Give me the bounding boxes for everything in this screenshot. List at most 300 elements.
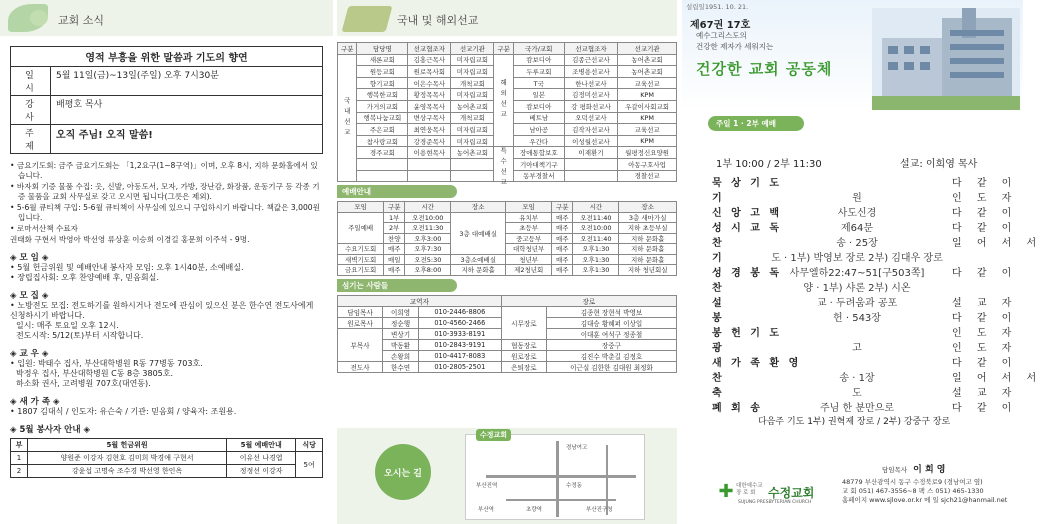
table-row bbox=[338, 254, 677, 265]
mission-header bbox=[337, 0, 677, 36]
order-leader: 다 같 이 bbox=[952, 178, 1018, 189]
table-cell: 강 평화선교사 bbox=[564, 100, 617, 112]
next-week-prayer: 다음주 기도 1부) 권혁제 장로 / 2부) 강중구 장로 bbox=[758, 417, 951, 427]
table-header: 시간 bbox=[405, 202, 451, 213]
church-logo: ✚ 대한예수교 장 로 회 수정교회 SUJUNG PRESBYTERIAN CHURCH bbox=[716, 480, 798, 506]
table-cell: 이근실 김한한 김대원 최정화 bbox=[546, 361, 676, 372]
table-cell bbox=[564, 158, 617, 170]
order-content: 교 · 두려움과 공포 bbox=[816, 298, 898, 309]
table-row bbox=[338, 244, 677, 255]
table-header: 장소 bbox=[451, 202, 506, 213]
order-content: 도 bbox=[852, 388, 862, 399]
table-cell: 매일 bbox=[384, 254, 405, 265]
table-cell: 주은교회 bbox=[357, 124, 408, 136]
table-header: 5월 헌금위원 bbox=[27, 439, 226, 452]
table-header: 담당명 bbox=[357, 43, 408, 55]
table-cell: 1 bbox=[11, 452, 28, 465]
leaf-icon bbox=[30, 10, 48, 26]
table-cell: 5여 bbox=[296, 452, 323, 478]
table-cell: 오후3:00 bbox=[405, 233, 451, 244]
section-heading: ◈ 모 임 ◈ bbox=[10, 253, 49, 263]
table-header: 선교기관 bbox=[618, 43, 677, 55]
table-cell: 정순행 bbox=[383, 317, 419, 328]
order-item: 봉 bbox=[712, 313, 725, 324]
table-cell: 김진수 박춘길 김정호 bbox=[546, 350, 676, 361]
table-cell: 경찰선교 bbox=[618, 170, 677, 182]
table-cell: 김종근선교사 bbox=[564, 54, 617, 66]
order-item: 축 bbox=[712, 388, 725, 399]
order-content: 사도신경 bbox=[837, 208, 877, 219]
section-line: 전도시작: 5/12(토)부터 시작합니다. bbox=[16, 331, 144, 340]
order-content bbox=[762, 354, 952, 368]
table-cell: 2부 bbox=[384, 223, 405, 234]
table-header: 선교협조자 bbox=[408, 43, 451, 55]
table-row bbox=[11, 465, 323, 478]
table-row bbox=[338, 339, 677, 350]
order-item: 성 경 봉 독 bbox=[712, 268, 783, 279]
order-item: 기 bbox=[712, 253, 725, 264]
table-cell: 교육선교 bbox=[618, 77, 677, 89]
map-place: 초량역 bbox=[526, 507, 542, 513]
table-cell bbox=[408, 158, 451, 170]
table-row bbox=[338, 350, 677, 361]
table-cell: 김종현 장현석 박영보 bbox=[546, 306, 676, 317]
table-cell: 향기교회 bbox=[357, 77, 408, 89]
table-cell: 농어촌교회 bbox=[618, 66, 677, 78]
table-cell: 원로목사 bbox=[338, 317, 383, 328]
mission-title: 국내 및 해외선교 bbox=[397, 14, 479, 27]
section-line: 하소화 권사, 고려병원 707호(대연동). bbox=[16, 379, 151, 388]
book-icon bbox=[342, 6, 393, 32]
news-item: • 금요기도회: 금주 금요기도회는 「1,2요구(1~8구역)」이며, 오후 8시, 지하 문화홀에서 있습니다. bbox=[10, 161, 318, 180]
map-place: 부산진구청 bbox=[586, 507, 613, 513]
prayer-value: 오직 주님! 오직 말씀! bbox=[56, 130, 153, 141]
table-row bbox=[338, 54, 677, 66]
table-cell: 미자립교회 bbox=[451, 124, 494, 136]
news-item: • 5-6월 큐티책 구입: 5-6월 큐티책이 사무실에 있으니 구입하시기 바랍니다. 책값은 3,000원입니다. bbox=[10, 203, 320, 222]
table-cell: 청년부 bbox=[506, 254, 552, 265]
table-cell: 유치부 bbox=[506, 212, 552, 223]
order-leader: 인 도 자 bbox=[952, 328, 1018, 339]
table-cell: 우간다 bbox=[513, 135, 564, 147]
order-content: 송 · 25장 bbox=[836, 238, 878, 249]
table-cell: 오후7:30 bbox=[405, 244, 451, 255]
table-cell: 원등교회 bbox=[357, 66, 408, 78]
table-cell bbox=[357, 158, 408, 170]
church-marker: 수정교회 bbox=[476, 429, 511, 441]
table-cell: 일본 bbox=[513, 89, 564, 101]
order-content bbox=[762, 324, 952, 338]
order-leader: 인 도 자 bbox=[952, 193, 1018, 204]
order-item: 성 시 교 독 bbox=[712, 223, 783, 234]
table-row bbox=[338, 223, 677, 234]
table-cell: 지하 문화홀 bbox=[451, 265, 506, 276]
table-cell: 농어촌교회 bbox=[451, 100, 494, 112]
table-cell: 손왕희 bbox=[383, 350, 419, 361]
table-cell: 협동장로 bbox=[501, 339, 546, 350]
worship-order-row bbox=[712, 249, 1012, 263]
staff-band bbox=[337, 279, 457, 292]
news-item: 권태화 구현서 박영아 박선영 류상훈 이승희 이경길 홍문희 이주석 - 9명. bbox=[10, 235, 250, 244]
table-cell: 동부경찰서 bbox=[513, 170, 564, 182]
order-item: 묵 상 기 도 bbox=[712, 178, 783, 189]
table-cell: 참사랑교회 bbox=[357, 135, 408, 147]
table-cell: 장중구 bbox=[546, 339, 676, 350]
order-leader: 다 같 이 bbox=[952, 313, 1018, 324]
table-cell: 3층소예배실 bbox=[451, 254, 506, 265]
order-content: 제64문 bbox=[840, 223, 874, 234]
table-header: 구분 bbox=[384, 202, 405, 213]
table-cell: 우갈이사회교회 bbox=[618, 100, 677, 112]
table-cell: 오덕선교사 bbox=[564, 112, 617, 124]
table-header: 장로 bbox=[501, 295, 676, 306]
established-date: 설립일1951. 10. 21. bbox=[686, 3, 749, 11]
table-cell bbox=[564, 170, 617, 182]
worship-order-row bbox=[712, 189, 1018, 204]
table-cell: 매주 bbox=[552, 265, 573, 276]
worship-band bbox=[337, 185, 457, 198]
table-cell: 010-2805-2501 bbox=[418, 361, 501, 372]
map-place: 수정동 bbox=[566, 483, 582, 489]
table-cell: 가거의교회 bbox=[357, 100, 408, 112]
table-cell: 강경준목사 bbox=[408, 135, 451, 147]
table-cell: KPM bbox=[618, 89, 677, 101]
recruit-section bbox=[10, 291, 323, 341]
order-leader: 다 같 이 bbox=[952, 268, 1018, 279]
slogan-line: 예수그리스도의 bbox=[696, 31, 747, 40]
table-cell: 은퇴장로 bbox=[501, 361, 546, 372]
contact-info bbox=[842, 478, 1007, 505]
order-content: 양 · 1부) 샤론 2부) 시온 bbox=[803, 283, 911, 294]
table-header: 국가/교회 bbox=[513, 43, 564, 55]
order-item: 새 가 족 환 영 bbox=[712, 358, 802, 369]
table-cell: 베트남 bbox=[513, 112, 564, 124]
prayer-label: 일 시 bbox=[11, 67, 51, 95]
table-cell: 010-3933-8191 bbox=[418, 328, 501, 339]
table-cell: 부목사 bbox=[338, 328, 383, 361]
table-cell: 매주 bbox=[552, 254, 573, 265]
table-cell: 이유선 나경엽 bbox=[227, 452, 296, 465]
table-header: 5월 예배안내 bbox=[227, 439, 296, 452]
table-cell: 오후1:30 bbox=[573, 244, 619, 255]
table-cell: 이용현목사 bbox=[408, 147, 451, 159]
map bbox=[465, 431, 645, 520]
table-cell: 이성월선교사 bbox=[564, 135, 617, 147]
table-cell: 010-4417-8083 bbox=[418, 350, 501, 361]
mission-column bbox=[337, 0, 677, 524]
table-cell: 경주교회 bbox=[357, 147, 408, 159]
prayer-value: 5월 11일(금)~13일(주일) 오후 7시30분 bbox=[56, 71, 219, 81]
table-cell: 김대승 황혜퍼 이상일 bbox=[546, 317, 676, 328]
table-header: 부 bbox=[11, 439, 28, 452]
order-item: 기 bbox=[712, 193, 725, 204]
table-cell: 박동환 bbox=[383, 339, 419, 350]
table-header: 시간 bbox=[573, 202, 619, 213]
table-cell: 원로목사회 bbox=[408, 66, 451, 78]
table-cell: 대학청년부 bbox=[506, 244, 552, 255]
church-building-image bbox=[872, 8, 1020, 110]
table-cell: 이은수목사 bbox=[408, 77, 451, 89]
table-cell: 010-2843-9191 bbox=[418, 339, 501, 350]
table-cell: 새론교회 bbox=[357, 54, 408, 66]
worship-order-row bbox=[712, 369, 1042, 384]
table-cell bbox=[357, 170, 408, 182]
table-cell: 김홍근목사 bbox=[408, 54, 451, 66]
table-cell: 지하 문화홀 bbox=[619, 244, 677, 255]
table-header: 장소 bbox=[619, 202, 677, 213]
band-label: 주일 1 · 2부 예배 bbox=[716, 119, 776, 128]
volunteer-table bbox=[10, 438, 323, 478]
table-cell: 장애통합보호 bbox=[513, 147, 564, 159]
map-section bbox=[337, 428, 677, 524]
table-cell: 아동구호사업 bbox=[618, 158, 677, 170]
table-cell: 황정목목사 bbox=[408, 89, 451, 101]
overseas-label: 해외선교 bbox=[494, 54, 513, 147]
table-cell: T국 bbox=[513, 77, 564, 89]
website: 홈페이지 www.sjlove.or.kr 메 일 sjch21@hanmail.net bbox=[842, 496, 1008, 504]
band-label: 섬기는 사람들 bbox=[342, 280, 389, 290]
table-cell: 농어촌교회 bbox=[618, 54, 677, 66]
table-cell: 찬양 bbox=[384, 233, 405, 244]
table-cell: 담임목사 bbox=[338, 306, 383, 317]
table-cell: 지하 문화홀 bbox=[619, 254, 677, 265]
table-cell: 미자립교회 bbox=[451, 135, 494, 147]
table-row bbox=[338, 361, 677, 372]
order-content: 송 · 1장 bbox=[839, 373, 875, 384]
section-line: • 5월 헌금위원 및 예배안내 봉사자 모임: 오후 1시40분, 소예배실. bbox=[10, 263, 244, 272]
worship-order-row bbox=[712, 339, 1018, 354]
order-item: 신 앙 고 백 bbox=[712, 208, 783, 219]
order-leader: 다 같 이 bbox=[952, 403, 1018, 414]
table-cell: 미자립교회 bbox=[451, 54, 494, 66]
table-cell: 미자립교회 bbox=[451, 66, 494, 78]
order-content bbox=[762, 174, 952, 188]
pastor-name: 담임목사 이 희 영 bbox=[882, 465, 946, 475]
table-cell: 변상구목사 bbox=[408, 112, 451, 124]
volume-number: 제67권 17호 bbox=[690, 20, 751, 31]
table-header: 선교협조자 bbox=[564, 43, 617, 55]
table-cell: 남아공 bbox=[513, 124, 564, 136]
table-cell: 최연웅목사 bbox=[408, 124, 451, 136]
table-header: 구분 bbox=[552, 202, 573, 213]
order-leader: 설 교 자 bbox=[952, 388, 1018, 399]
worship-order-row bbox=[712, 384, 1018, 399]
worship-order-row bbox=[712, 279, 1012, 293]
worship-table bbox=[337, 201, 677, 276]
church-news-column bbox=[0, 0, 333, 524]
table-cell: 3층 대예배실 bbox=[451, 212, 506, 254]
order-item: 광 bbox=[712, 343, 725, 354]
domestic-label: 국내선교 bbox=[338, 54, 357, 182]
section-line: • 입원: 박태수 집사, 부산대학병원 R동 77병동 703호. bbox=[10, 359, 203, 368]
order-content: 도 · 1부) 박영보 장로 2부) 김대우 장로 bbox=[771, 253, 943, 264]
table-cell: 양원준 이강자 김현호 김미희 박경애 구현서 bbox=[27, 452, 226, 465]
table-cell: 매주 bbox=[552, 244, 573, 255]
table-cell bbox=[451, 170, 494, 182]
directions-label: 오시는 길 bbox=[375, 444, 431, 500]
preacher: 설교: 이희영 목사 bbox=[900, 159, 978, 170]
special-label: 특수선교 bbox=[494, 147, 513, 182]
worship-order-row bbox=[712, 309, 1018, 324]
table-cell: 오전10:00 bbox=[405, 212, 451, 223]
bulletin-cover-column bbox=[682, 0, 1042, 524]
table-cell: 제2청년회 bbox=[506, 265, 552, 276]
table-cell: 전도사 bbox=[338, 361, 383, 372]
order-leader bbox=[952, 279, 1012, 293]
table-header: 모임 bbox=[338, 202, 384, 213]
table-cell: 중고등부 bbox=[506, 233, 552, 244]
service-times: 1부 10:00 / 2부 11:30 bbox=[716, 159, 822, 170]
map-place: 경남여고 bbox=[566, 445, 588, 451]
table-cell: 강윤섭 고명숙 조수경 박선영 한인옥 bbox=[27, 465, 226, 478]
table-cell: 010-2446-8806 bbox=[418, 306, 501, 317]
table-cell: 오전11:30 bbox=[405, 223, 451, 234]
table-cell: 원로장로 bbox=[501, 350, 546, 361]
members-section bbox=[10, 349, 323, 389]
order-content: 원 bbox=[852, 193, 862, 204]
table-cell: 캄보디아 bbox=[513, 54, 564, 66]
table-cell: 매주 bbox=[552, 223, 573, 234]
address: 48779 부산광역시 동구 수정북로9 (경남여고 옆) bbox=[842, 478, 983, 486]
news-header bbox=[0, 0, 333, 36]
table-cell: 1부 bbox=[384, 212, 405, 223]
order-leader: 다 같 이 bbox=[952, 223, 1018, 234]
order-leader: 다 같 이 bbox=[952, 208, 1018, 219]
table-cell: 미자립교회 bbox=[451, 89, 494, 101]
table-cell: 매주 bbox=[552, 233, 573, 244]
table-cell: 한나선교사 bbox=[564, 77, 617, 89]
cross-icon: ✚ bbox=[718, 481, 734, 502]
table-header: 모임 bbox=[506, 202, 552, 213]
worship-order-row bbox=[712, 219, 1018, 234]
volunteer-section bbox=[10, 425, 323, 478]
section-line: • 장립집사회: 오후 찬양예배 후, 믿음회실. bbox=[10, 273, 159, 282]
section-line: 박정우 집사, 부산대학병원 C동 8층 3805호. bbox=[16, 369, 174, 378]
worship-order-row bbox=[712, 324, 1018, 339]
service-band bbox=[708, 116, 804, 131]
newcomer-section bbox=[10, 397, 323, 417]
section-heading: ◈ 5월 봉사자 안내 ◈ bbox=[10, 425, 91, 435]
table-row bbox=[338, 233, 677, 244]
order-leader: 설 교 자 bbox=[952, 298, 1018, 309]
table-cell: 정정선 이강자 bbox=[227, 465, 296, 478]
table-cell: 오전5:30 bbox=[405, 254, 451, 265]
section-heading: ◈ 모 집 ◈ bbox=[10, 291, 49, 301]
order-item: 설 bbox=[712, 298, 725, 309]
worship-order-row bbox=[712, 294, 1018, 309]
section-heading: ◈ 교 우 ◈ bbox=[10, 349, 49, 359]
table-cell: 개척교회 bbox=[451, 112, 494, 124]
table-cell: 두루교회 bbox=[513, 66, 564, 78]
table-cell bbox=[408, 170, 451, 182]
map-place: 부산진역 bbox=[476, 483, 498, 489]
table-cell: 이대훈 여석구 정종철 bbox=[546, 328, 676, 339]
worship-order-row bbox=[712, 399, 1018, 414]
table-cell: 기아대책기구 bbox=[513, 158, 564, 170]
table-cell: 변상기 bbox=[383, 328, 419, 339]
table-cell: 매주 bbox=[552, 212, 573, 223]
table-cell: 윤영목목사 bbox=[408, 100, 451, 112]
mission-table bbox=[337, 42, 677, 190]
worship-order-row bbox=[712, 264, 1018, 279]
table-cell: 오후1:30 bbox=[573, 254, 619, 265]
order-content: 사무엘하22:47~51[구503쪽] bbox=[789, 268, 925, 279]
table-row bbox=[338, 212, 677, 223]
order-content: 헌 · 543장 bbox=[833, 313, 881, 324]
prayer-value: 배평호 목사 bbox=[56, 100, 103, 110]
table-row bbox=[338, 147, 677, 159]
slogan-line: 건강한 제자가 세워지는 bbox=[696, 42, 774, 51]
table-cell: 월평정신요양원 bbox=[618, 147, 677, 159]
table-cell: 초등부 bbox=[506, 223, 552, 234]
table-cell: 2 bbox=[11, 465, 28, 478]
section-line: • 노방전도 모집: 전도하기를 원하시거나 전도에 관심이 있으신 분은 한수연 전도사에게 신청하시기 바랍니다. bbox=[10, 301, 314, 320]
table-cell: 김작자선교사 bbox=[564, 124, 617, 136]
table-cell: 한수연 bbox=[383, 361, 419, 372]
table-cell: 수요기도회 bbox=[338, 244, 384, 255]
table-row bbox=[11, 452, 323, 465]
prayer-event-title: 영적 부흥을 위한 말씀과 기도의 향연 bbox=[11, 47, 322, 67]
map-place: 부산역 bbox=[478, 507, 494, 513]
worship-order-row bbox=[712, 204, 1018, 219]
table-cell: KPM bbox=[618, 135, 677, 147]
section-line: 일시: 매주 토요일 오후 12시. bbox=[16, 321, 119, 330]
table-cell: 주일예배 bbox=[338, 212, 384, 244]
table-cell: 매주 bbox=[384, 265, 405, 276]
table-cell: 오전10:00 bbox=[573, 223, 619, 234]
table-cell: 금요기도회 bbox=[338, 265, 384, 276]
order-leader: 다 같 이 bbox=[952, 358, 1018, 369]
table-header: 구분 bbox=[338, 43, 357, 55]
table-cell: 오전11:40 bbox=[573, 212, 619, 223]
table-cell: 3층 새마가실 bbox=[619, 212, 677, 223]
order-leader: 일 어 서 서 bbox=[952, 238, 1042, 249]
meeting-section bbox=[10, 253, 323, 283]
order-content: 주님 한 분만으로 bbox=[820, 403, 894, 414]
order-leader bbox=[952, 249, 1012, 263]
staff-table bbox=[337, 295, 677, 373]
table-cell: 개척교회 bbox=[451, 77, 494, 89]
news-item: • 바자회 기증 물품 수집: 옷, 신발, 아동도서, 모자, 가방, 장난감, 화장품, 운동기구 등 각종 기증 물품을 교회 사무실로 갖고 오시면 됩니다(그릇은 제외). bbox=[10, 182, 320, 201]
order-content: 고 bbox=[852, 343, 862, 354]
worship-order-row bbox=[712, 234, 1042, 249]
table-cell: 이재환기 bbox=[564, 147, 617, 159]
order-item: 폐 회 송 bbox=[712, 403, 763, 414]
table-cell: 시무장로 bbox=[501, 306, 546, 339]
slogan-title: 건강한 교회 공동체 bbox=[696, 60, 833, 78]
table-cell: 오전11:40 bbox=[573, 233, 619, 244]
table-cell: 행복한교회 bbox=[357, 89, 408, 101]
table-header: 교역자 bbox=[338, 295, 502, 306]
table-cell: 농어촌교회 bbox=[451, 147, 494, 159]
table-cell: 오후8:00 bbox=[405, 265, 451, 276]
news-bullets bbox=[10, 161, 323, 245]
prayer-label: 주 제 bbox=[11, 125, 51, 153]
worship-order-row bbox=[712, 354, 1018, 369]
order-item: 찬 bbox=[712, 283, 725, 294]
news-item: • 로마서산책 수료자 bbox=[10, 224, 78, 233]
table-cell: 행복나눔교회 bbox=[357, 112, 408, 124]
prayer-label: 강 사 bbox=[11, 96, 51, 124]
table-header: 선교기관 bbox=[451, 43, 494, 55]
table-cell bbox=[451, 158, 494, 170]
order-leader: 일 어 서 서 bbox=[952, 373, 1042, 384]
band-label: 예배안내 bbox=[342, 187, 371, 197]
table-cell: 010-4560-2466 bbox=[418, 317, 501, 328]
table-cell: 조병용선교사 bbox=[564, 66, 617, 78]
table-cell: 캄보디아 bbox=[513, 100, 564, 112]
cover-header bbox=[682, 0, 1023, 112]
